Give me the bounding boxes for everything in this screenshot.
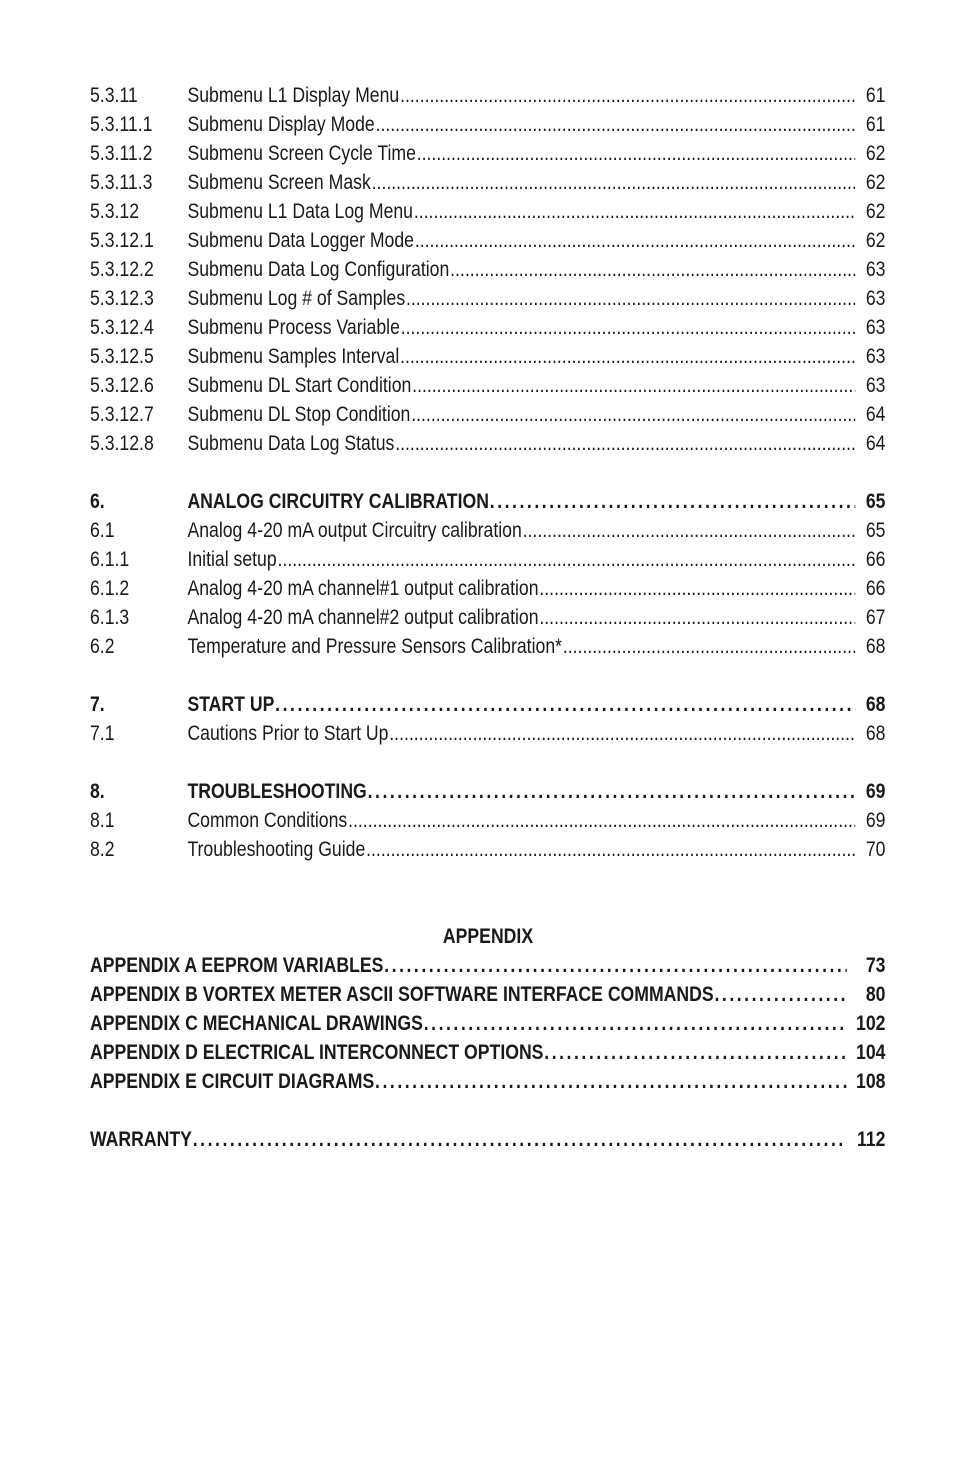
toc-entry-title: Submenu Screen Mask xyxy=(187,171,371,194)
toc-entry[interactable] xyxy=(90,635,885,664)
toc-entry-title: Analog 4-20 mA output Circuitry calibration xyxy=(187,519,522,542)
dot-leader xyxy=(366,838,855,862)
toc-entry-number: 6.1.3 xyxy=(90,606,130,629)
dot-leader xyxy=(450,258,855,282)
toc-entry[interactable] xyxy=(90,229,885,258)
dot-leader xyxy=(415,229,855,253)
toc-entry-page: 63 xyxy=(865,374,886,397)
toc-entry[interactable] xyxy=(90,606,885,635)
toc-entry[interactable] xyxy=(90,287,885,316)
toc-entry-number: 5.3.12.3 xyxy=(90,287,154,310)
toc-entry-title: Submenu DL Stop Condition xyxy=(187,403,411,426)
toc-entry-number: 5.3.11.1 xyxy=(90,113,153,136)
dot-leader xyxy=(384,954,847,978)
toc-entry-title: Submenu DL Start Condition xyxy=(187,374,412,397)
dot-leader xyxy=(372,171,856,195)
dot-leader xyxy=(275,693,855,717)
toc-entry-title: APPENDIX C MECHANICAL DRAWINGS xyxy=(90,1012,423,1035)
toc-entry-number: 8. xyxy=(90,780,105,803)
toc-entry[interactable] xyxy=(90,374,885,403)
toc-entry-page: 67 xyxy=(865,606,886,629)
toc-entry-title: Submenu Log # of Samples xyxy=(187,287,406,310)
toc-block-calibration xyxy=(90,490,886,664)
toc-entry-title: Submenu Display Mode xyxy=(187,113,375,136)
toc-entry-page: 104 xyxy=(856,1041,886,1064)
dot-leader xyxy=(714,983,846,1007)
toc-entry-number: 5.3.11 xyxy=(90,84,138,107)
toc-entry-number: 5.3.12.6 xyxy=(90,374,154,397)
toc-entry-page: 66 xyxy=(865,577,886,600)
toc-entry-page: 62 xyxy=(865,171,886,194)
toc-entry-number: 6.1 xyxy=(90,519,115,542)
dot-leader xyxy=(414,200,855,224)
toc-entry[interactable] xyxy=(90,316,885,345)
spacer xyxy=(90,664,886,693)
toc-entry-page: 68 xyxy=(865,635,886,658)
dot-leader xyxy=(400,345,855,369)
dot-leader xyxy=(376,113,856,137)
toc-entry-title: Submenu L1 Data Log Menu xyxy=(187,200,414,223)
dot-leader xyxy=(539,606,855,630)
toc-entry-title: APPENDIX B VORTEX METER ASCII SOFTWARE INTERFACE COMMANDS xyxy=(90,983,714,1006)
toc-entry-title: WARRANTY xyxy=(90,1128,192,1151)
toc-entry-title: ANALOG CIRCUITRY CALIBRATION xyxy=(187,490,489,513)
toc-entry-number: 8.1 xyxy=(90,809,115,832)
toc-entry-title: APPENDIX E CIRCUIT DIAGRAMS xyxy=(90,1070,375,1093)
toc-entry-number: 5.3.12.2 xyxy=(90,258,154,281)
toc-entry-page: 62 xyxy=(865,200,886,223)
dot-leader xyxy=(368,780,856,804)
toc-entry-page: 65 xyxy=(865,519,886,542)
dot-leader xyxy=(411,403,855,427)
toc-entry[interactable] xyxy=(90,258,885,287)
toc-entry-page: 70 xyxy=(865,838,886,861)
dot-leader xyxy=(400,84,855,108)
spacer xyxy=(90,896,886,925)
toc-entry[interactable] xyxy=(90,84,885,113)
toc-entry[interactable] xyxy=(90,809,885,838)
toc-block-troubleshooting xyxy=(90,780,886,867)
appendix-heading: APPENDIX xyxy=(442,925,534,948)
toc-entry[interactable] xyxy=(90,838,885,867)
toc-entry-title: Submenu Screen Cycle Time xyxy=(187,142,416,165)
toc-entry-page: 66 xyxy=(865,548,886,571)
toc-entry-page: 68 xyxy=(865,722,886,745)
toc-entry-page: 108 xyxy=(856,1070,886,1093)
toc-entry[interactable] xyxy=(90,954,885,983)
toc-entry[interactable] xyxy=(90,1041,885,1070)
toc-entry-page: 112 xyxy=(857,1128,886,1151)
toc-page xyxy=(90,84,886,1157)
toc-entry-number: 5.3.12.7 xyxy=(90,403,154,426)
toc-entry-title: Temperature and Pressure Sensors Calibration* xyxy=(187,635,563,658)
toc-entry-number: 5.3.11.2 xyxy=(90,142,153,165)
toc-entry-page: 63 xyxy=(865,287,886,310)
toc-entry-title: Submenu L1 Display Menu xyxy=(187,84,400,107)
toc-entry-number: 7. xyxy=(90,693,105,716)
toc-entry-title: Submenu Data Logger Mode xyxy=(187,229,414,252)
toc-entry-page: 64 xyxy=(865,403,886,426)
toc-entry[interactable] xyxy=(90,693,885,722)
dot-leader xyxy=(395,432,855,456)
dot-leader xyxy=(389,722,855,746)
toc-entry-page: 63 xyxy=(865,345,886,368)
toc-block-display-datalog xyxy=(90,84,886,461)
toc-entry-number: 5.3.12.5 xyxy=(90,345,154,368)
toc-entry[interactable] xyxy=(90,983,885,1012)
spacer xyxy=(90,751,886,780)
toc-entry-page: 61 xyxy=(865,84,886,107)
toc-entry[interactable] xyxy=(90,171,885,200)
toc-entry-page: 80 xyxy=(865,983,886,1006)
dot-leader xyxy=(523,519,856,543)
dot-leader xyxy=(348,809,855,833)
dot-leader xyxy=(412,374,855,398)
toc-entry-title: Submenu Data Log Configuration xyxy=(187,258,450,281)
toc-entry-number: 6.2 xyxy=(90,635,115,658)
toc-entry[interactable] xyxy=(90,722,885,751)
toc-entry-title: Submenu Samples Interval xyxy=(187,345,400,368)
spacer xyxy=(90,1099,886,1128)
toc-entry-number: 6. xyxy=(90,490,105,513)
toc-entry[interactable] xyxy=(90,1012,885,1041)
dot-leader xyxy=(406,287,855,311)
toc-entry-title: Initial setup xyxy=(187,548,277,571)
toc-entry[interactable] xyxy=(90,1128,885,1157)
toc-entry[interactable] xyxy=(90,403,885,432)
toc-entry-page: 64 xyxy=(865,432,886,455)
toc-entry-page: 102 xyxy=(856,1012,886,1035)
toc-entry[interactable] xyxy=(90,519,885,548)
dot-leader xyxy=(401,316,856,340)
toc-entry-title: Cautions Prior to Start Up xyxy=(187,722,389,745)
toc-entry-title: Analog 4-20 mA channel#1 output calibration xyxy=(187,577,539,600)
toc-entry[interactable] xyxy=(90,345,885,374)
toc-entry-title: Troubleshooting Guide xyxy=(187,838,366,861)
toc-entry-number: 8.2 xyxy=(90,838,115,861)
toc-entry-title: APPENDIX A EEPROM VARIABLES xyxy=(90,954,384,977)
toc-block-startup xyxy=(90,693,886,751)
toc-entry-page: 69 xyxy=(865,780,886,803)
toc-entry-number: 5.3.12.8 xyxy=(90,432,154,455)
toc-entry-title: APPENDIX D ELECTRICAL INTERCONNECT OPTIONS xyxy=(90,1041,544,1064)
toc-entry-page: 65 xyxy=(865,490,886,513)
toc-entry-number: 7.1 xyxy=(90,722,115,745)
dot-leader xyxy=(193,1128,847,1152)
toc-entry[interactable] xyxy=(90,113,885,142)
toc-entry-number: 5.3.12.1 xyxy=(90,229,154,252)
toc-entry-title: START UP xyxy=(187,693,275,716)
toc-entry-page: 69 xyxy=(865,809,886,832)
toc-block-appendix xyxy=(90,954,886,1099)
toc-entry-page: 63 xyxy=(865,316,886,339)
toc-entry-title: Analog 4-20 mA channel#2 output calibration xyxy=(187,606,539,629)
toc-entry-title: Submenu Process Variable xyxy=(187,316,400,339)
dot-leader xyxy=(544,1041,847,1065)
dot-leader xyxy=(563,635,855,659)
toc-entry-page: 62 xyxy=(865,142,886,165)
toc-entry[interactable] xyxy=(90,1070,885,1099)
toc-entry[interactable] xyxy=(90,548,885,577)
toc-entry-page: 61 xyxy=(865,113,886,136)
toc-entry-page: 73 xyxy=(865,954,886,977)
spacer xyxy=(90,461,886,490)
toc-entry-page: 63 xyxy=(865,258,886,281)
toc-entry[interactable] xyxy=(90,577,885,606)
toc-entry-title: Common Conditions xyxy=(187,809,348,832)
toc-entry-page: 62 xyxy=(865,229,886,252)
toc-entry-number: 5.3.11.3 xyxy=(90,171,153,194)
toc-entry[interactable] xyxy=(90,432,885,461)
toc-entry-number: 6.1.2 xyxy=(90,577,130,600)
dot-leader xyxy=(375,1070,847,1094)
dot-leader xyxy=(278,548,856,572)
dot-leader xyxy=(539,577,855,601)
toc-entry[interactable] xyxy=(90,490,885,519)
toc-entry-title: Submenu Data Log Status xyxy=(187,432,395,455)
dot-leader xyxy=(490,490,855,514)
dot-leader xyxy=(424,1012,847,1036)
toc-entry[interactable] xyxy=(90,780,885,809)
dot-leader xyxy=(417,142,856,166)
toc-entry-number: 5.3.12.4 xyxy=(90,316,154,339)
toc-entry[interactable] xyxy=(90,142,885,171)
spacer xyxy=(90,867,886,896)
toc-block-warranty xyxy=(90,1128,886,1157)
toc-entry-page: 68 xyxy=(865,693,886,716)
toc-entry-number: 5.3.12 xyxy=(90,200,140,223)
toc-entry-number: 6.1.1 xyxy=(90,548,130,571)
toc-entry[interactable] xyxy=(90,200,885,229)
toc-entry-title: TROUBLESHOOTING xyxy=(187,780,367,803)
